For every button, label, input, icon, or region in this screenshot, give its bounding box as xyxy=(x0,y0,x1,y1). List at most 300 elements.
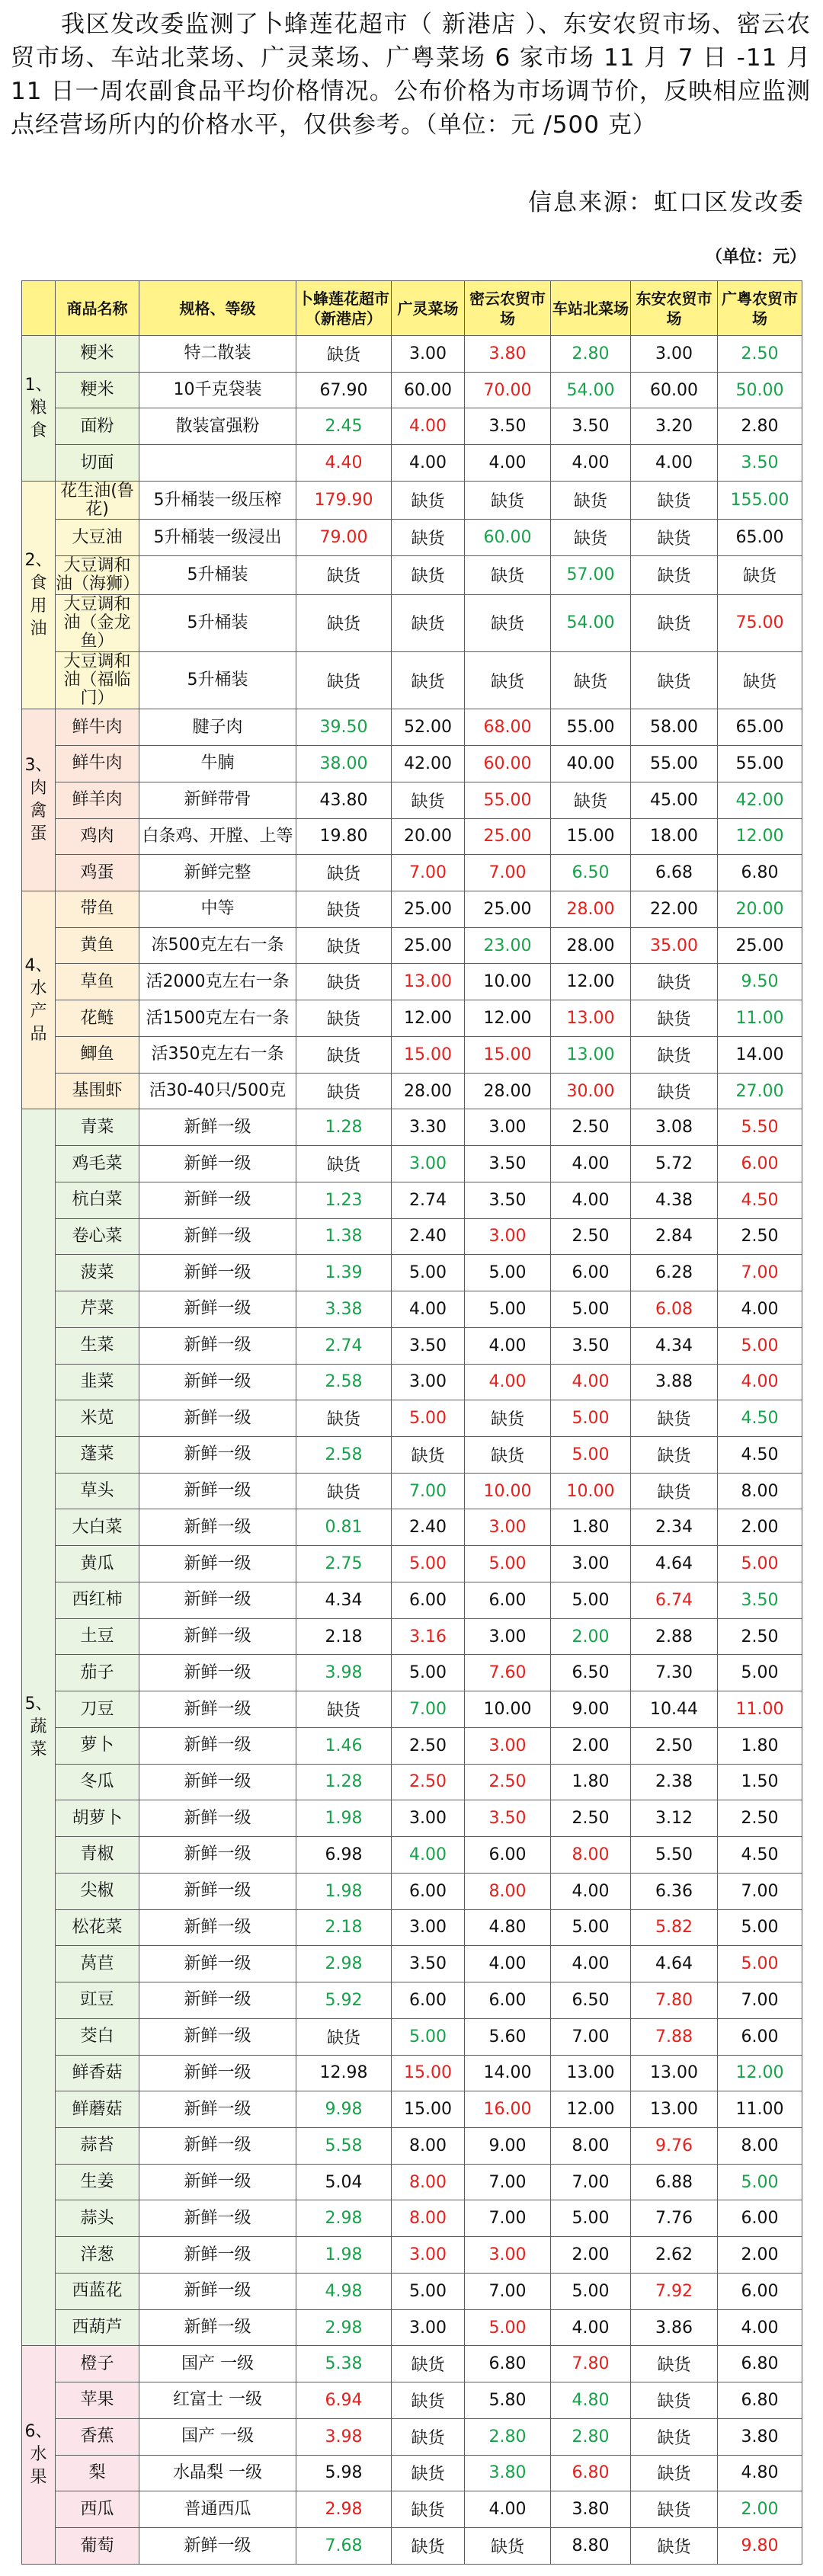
item-name: 尖椒 xyxy=(56,1873,139,1909)
price-cell: 4.40 xyxy=(296,445,392,482)
price-cell: 42.00 xyxy=(718,782,802,818)
item-spec: 新鲜一级 xyxy=(139,2018,296,2055)
price-cell: 2.50 xyxy=(551,1218,631,1255)
table-row xyxy=(22,1364,802,1400)
item-name: 带鱼 xyxy=(56,891,139,928)
price-cell: 5.38 xyxy=(296,2346,392,2382)
item-name: 鸡肉 xyxy=(56,818,139,855)
table-row xyxy=(22,1509,802,1546)
price-table xyxy=(21,280,802,2565)
item-name: 大豆调和油（金龙鱼） xyxy=(56,594,139,651)
table-body xyxy=(22,336,802,2565)
price-cell: 3.50 xyxy=(551,1327,631,1364)
price-cell: 25.00 xyxy=(718,927,802,964)
item-name: 冬瓜 xyxy=(56,1764,139,1800)
price-cell: 15.00 xyxy=(392,1036,465,1073)
price-cell: 3.50 xyxy=(718,1582,802,1618)
table-row xyxy=(22,1327,802,1364)
item-spec: 新鲜一级 xyxy=(139,1327,296,1364)
price-cell: 2.50 xyxy=(718,1618,802,1655)
price-cell: 4.50 xyxy=(718,1837,802,1874)
price-cell: 3.00 xyxy=(392,336,465,373)
item-spec: 国产 一级 xyxy=(139,2418,296,2455)
price-cell: 缺货 xyxy=(392,2528,465,2565)
item-spec: 新鲜一级 xyxy=(139,1582,296,1618)
price-cell: 28.00 xyxy=(551,891,631,928)
price-cell: 2.00 xyxy=(718,2237,802,2274)
price-cell: 缺货 xyxy=(392,2418,465,2455)
price-cell: 5.00 xyxy=(718,1327,802,1364)
price-cell: 4.00 xyxy=(551,1364,631,1400)
unit-note: （单位：元） xyxy=(705,248,806,267)
item-spec: 5升桶装一级压榨 xyxy=(139,481,296,520)
table-row xyxy=(22,1691,802,1728)
table-row xyxy=(22,1400,802,1437)
item-name: 橙子 xyxy=(56,2346,139,2382)
price-cell: 12.00 xyxy=(465,1000,551,1037)
price-cell: 8.00 xyxy=(718,2127,802,2164)
price-cell: 缺货 xyxy=(296,556,392,595)
price-cell: 13.00 xyxy=(631,2055,718,2091)
price-cell: 2.50 xyxy=(392,1727,465,1764)
price-cell: 4.00 xyxy=(392,445,465,482)
item-name: 蒜头 xyxy=(56,2200,139,2237)
price-cell: 55.00 xyxy=(631,746,718,782)
category-label: 5、蔬菜 xyxy=(22,1109,56,2346)
item-spec: 新鲜一级 xyxy=(139,2200,296,2237)
price-cell: 4.00 xyxy=(718,1364,802,1400)
item-name: 大豆调和油（海狮） xyxy=(56,555,140,594)
header-spec: 规格、等级 xyxy=(139,281,296,336)
table-row xyxy=(22,2309,802,2346)
price-cell: 60.00 xyxy=(465,746,551,782)
price-cell: 6.74 xyxy=(631,1582,718,1618)
price-cell: 缺货 xyxy=(392,481,465,520)
price-cell: 6.00 xyxy=(718,1146,802,1182)
price-cell: 5.00 xyxy=(392,1546,465,1582)
price-cell: 缺货 xyxy=(392,652,465,709)
price-cell: 4.80 xyxy=(551,2382,631,2419)
price-cell: 缺货 xyxy=(465,1437,551,1474)
item-spec: 新鲜一级 xyxy=(139,1364,296,1400)
table-row xyxy=(22,2164,802,2200)
price-cell: 55.00 xyxy=(551,709,631,746)
price-cell: 1.80 xyxy=(551,1764,631,1800)
item-name: 胡萝卜 xyxy=(56,1800,139,1837)
price-cell: 缺货 xyxy=(551,652,631,709)
price-cell: 7.00 xyxy=(551,2164,631,2200)
price-cell: 13.00 xyxy=(551,1000,631,1037)
price-cell: 3.00 xyxy=(392,1800,465,1837)
item-spec: 新鲜一级 xyxy=(139,1727,296,1764)
item-spec: 牛腩 xyxy=(139,746,296,782)
item-name: 洋葱 xyxy=(56,2237,139,2274)
item-name: 鸡毛菜 xyxy=(56,1146,139,1182)
price-cell: 5.00 xyxy=(465,1546,551,1582)
price-cell: 13.00 xyxy=(631,2091,718,2128)
price-cell: 1.98 xyxy=(296,2237,392,2274)
price-cell: 7.00 xyxy=(465,2200,551,2237)
item-spec: 中等 xyxy=(139,891,296,928)
header-market-miyun: 密云农贸市场 xyxy=(465,281,551,336)
price-cell: 3.50 xyxy=(465,1800,551,1837)
price-cell: 2.98 xyxy=(296,1946,392,1982)
price-cell: 13.00 xyxy=(551,1036,631,1073)
item-spec: 白条鸡、开膛、上等 xyxy=(139,818,296,855)
price-cell: 4.00 xyxy=(392,1837,465,1874)
price-cell: 10.00 xyxy=(551,1473,631,1509)
price-cell: 9.98 xyxy=(296,2091,392,2128)
table-row xyxy=(22,2091,802,2128)
price-cell: 155.00 xyxy=(718,481,802,520)
price-cell: 1.98 xyxy=(296,1873,392,1909)
price-cell: 8.00 xyxy=(392,2127,465,2164)
price-cell: 3.50 xyxy=(718,445,802,482)
price-cell: 6.50 xyxy=(551,1655,631,1691)
price-cell: 缺货 xyxy=(296,336,392,373)
price-cell: 28.00 xyxy=(465,1073,551,1109)
table-row xyxy=(22,927,802,964)
table-row xyxy=(22,709,802,746)
price-cell: 11.00 xyxy=(718,1000,802,1037)
item-spec: 5升桶装 xyxy=(139,556,296,595)
table-row xyxy=(22,2200,802,2237)
price-cell: 4.34 xyxy=(296,1582,392,1618)
table-row xyxy=(22,1291,802,1328)
price-cell: 3.50 xyxy=(392,1946,465,1982)
price-cell: 8.80 xyxy=(551,2528,631,2565)
price-cell: 5.00 xyxy=(551,1437,631,1474)
price-cell: 缺货 xyxy=(631,2528,718,2565)
price-cell: 3.80 xyxy=(465,2455,551,2491)
price-cell: 39.50 xyxy=(296,709,392,746)
table-row xyxy=(22,1073,802,1109)
price-cell: 6.00 xyxy=(551,1255,631,1291)
price-cell: 40.00 xyxy=(551,746,631,782)
price-cell: 缺货 xyxy=(465,2528,551,2565)
price-cell: 5.00 xyxy=(718,1946,802,1982)
price-cell: 14.00 xyxy=(718,1036,802,1073)
table-row xyxy=(22,1655,802,1691)
price-cell: 4.00 xyxy=(465,1946,551,1982)
price-cell: 60.00 xyxy=(465,520,551,556)
item-name: 萝卜 xyxy=(56,1727,139,1764)
table-row xyxy=(22,2018,802,2055)
price-cell: 4.00 xyxy=(465,1364,551,1400)
price-cell: 缺货 xyxy=(296,927,392,964)
price-cell: 22.00 xyxy=(631,891,718,928)
item-name: 粳米 xyxy=(56,336,139,373)
price-cell: 缺货 xyxy=(631,594,718,651)
price-cell: 7.88 xyxy=(631,2018,718,2055)
price-cell: 缺货 xyxy=(465,1400,551,1437)
price-cell: 5.00 xyxy=(392,2273,465,2309)
price-cell: 2.75 xyxy=(296,1546,392,1582)
item-spec: 新鲜一级 xyxy=(139,1109,296,1146)
header-market-chezhanbei: 车站北菜场 xyxy=(551,281,631,336)
price-cell: 7.76 xyxy=(631,2200,718,2237)
price-cell: 缺货 xyxy=(631,1036,718,1073)
price-cell: 6.88 xyxy=(631,2164,718,2200)
item-name: 苹果 xyxy=(56,2382,139,2419)
item-spec: 新鲜一级 xyxy=(139,1509,296,1546)
table-row xyxy=(22,891,802,928)
price-cell: 70.00 xyxy=(465,372,551,408)
table-row xyxy=(22,964,802,1000)
price-cell: 12.00 xyxy=(551,2091,631,2128)
item-spec: 新鲜一级 xyxy=(139,2127,296,2164)
price-cell: 缺货 xyxy=(631,481,718,520)
item-name: 大白菜 xyxy=(56,1509,139,1546)
price-cell: 3.30 xyxy=(392,1109,465,1146)
price-cell: 179.90 xyxy=(296,481,392,520)
item-name: 杭白菜 xyxy=(56,1182,139,1218)
table-row xyxy=(22,2491,802,2528)
price-cell: 6.80 xyxy=(718,2346,802,2382)
price-cell: 3.88 xyxy=(631,1364,718,1400)
item-name: 草头 xyxy=(56,1473,139,1509)
price-cell: 3.00 xyxy=(392,2237,465,2274)
table-row xyxy=(22,1109,802,1146)
price-cell: 20.00 xyxy=(392,818,465,855)
item-spec: 新鲜一级 xyxy=(139,1837,296,1874)
item-name: 韭菜 xyxy=(56,1364,139,1400)
item-spec: 新鲜一级 xyxy=(139,1182,296,1218)
price-cell: 4.00 xyxy=(392,408,465,445)
price-cell: 35.00 xyxy=(631,927,718,964)
price-cell: 15.00 xyxy=(465,1036,551,1073)
price-cell: 12.00 xyxy=(718,2055,802,2091)
item-name: 面粉 xyxy=(56,408,139,445)
item-name: 菠菜 xyxy=(56,1255,139,1291)
price-cell: 5.80 xyxy=(465,2382,551,2419)
price-cell: 4.00 xyxy=(551,445,631,482)
table-row xyxy=(22,520,802,556)
item-spec: 普通西瓜 xyxy=(139,2491,296,2528)
price-cell: 5.00 xyxy=(392,2018,465,2055)
item-spec: 国产 一级 xyxy=(139,2346,296,2382)
intro-paragraph: 我区发改委监测了卜蜂莲花超市（ 新港店 ）、东安农贸市场、密云农贸市场、车站北菜场、广灵菜场、广粤菜场 6 家市场 11 月 7 日 -11 月 11 日一周农副食品平均价格情况。公布价格为市场调节价，反映相应监测点经营场所内的价格水平，仅供参考。（单位：元 /500 克） xyxy=(11,11,811,139)
price-cell: 6.36 xyxy=(631,1873,718,1909)
item-name: 生姜 xyxy=(56,2164,139,2200)
item-name: 卷心菜 xyxy=(56,1218,139,1255)
price-cell: 2.58 xyxy=(296,1364,392,1400)
item-spec: 新鲜一级 xyxy=(139,1691,296,1728)
price-cell: 3.00 xyxy=(465,1509,551,1546)
price-cell: 5.00 xyxy=(718,2164,802,2200)
item-spec: 水晶梨 一级 xyxy=(139,2455,296,2491)
table-row xyxy=(22,594,802,651)
price-cell: 9.00 xyxy=(465,2127,551,2164)
price-cell: 6.28 xyxy=(631,1255,718,1291)
price-cell: 8.00 xyxy=(392,2200,465,2237)
price-cell: 67.90 xyxy=(296,372,392,408)
header-market-dongan: 东安农贸市场 xyxy=(631,281,718,336)
price-cell: 3.00 xyxy=(465,1727,551,1764)
item-name: 生菜 xyxy=(56,1327,139,1364)
price-cell: 5.00 xyxy=(551,1582,631,1618)
price-cell: 3.50 xyxy=(392,1327,465,1364)
price-cell: 6.00 xyxy=(465,1837,551,1874)
price-cell: 12.00 xyxy=(551,964,631,1000)
item-name: 大豆调和油（福临门） xyxy=(56,652,139,709)
price-cell: 2.58 xyxy=(296,1437,392,1474)
table-row xyxy=(22,1000,802,1037)
price-cell: 1.28 xyxy=(296,1764,392,1800)
header-market-guangling: 广灵菜场 xyxy=(392,281,465,336)
price-cell: 5.82 xyxy=(631,1909,718,1946)
table-row xyxy=(22,782,802,818)
price-cell: 1.98 xyxy=(296,1800,392,1837)
item-name: 香蕉 xyxy=(56,2418,139,2455)
price-cell: 缺货 xyxy=(631,2346,718,2382)
item-name: 蒜苔 xyxy=(56,2127,139,2164)
item-spec: 新鲜一级 xyxy=(139,2091,296,2128)
price-cell: 2.50 xyxy=(551,1109,631,1146)
item-spec: 5升桶装 xyxy=(139,594,296,651)
item-spec: 新鲜一级 xyxy=(139,1400,296,1437)
price-cell: 2.80 xyxy=(465,2418,551,2455)
price-cell: 60.00 xyxy=(631,372,718,408)
table-row xyxy=(22,1800,802,1837)
item-spec: 新鲜一级 xyxy=(139,1255,296,1291)
item-name: 松花菜 xyxy=(56,1909,139,1946)
price-cell: 缺货 xyxy=(392,2491,465,2528)
item-spec: 新鲜一级 xyxy=(139,1473,296,1509)
item-name: 花生油(鲁花) xyxy=(56,481,139,520)
price-cell: 4.00 xyxy=(631,445,718,482)
price-cell: 缺货 xyxy=(296,1073,392,1109)
price-cell: 4.00 xyxy=(392,1291,465,1328)
item-spec: 新鲜一级 xyxy=(139,1146,296,1182)
price-cell: 19.80 xyxy=(296,818,392,855)
price-cell: 5.00 xyxy=(551,1400,631,1437)
item-spec: 新鲜一级 xyxy=(139,1873,296,1909)
item-name: 豇豆 xyxy=(56,1982,139,2019)
price-cell: 7.60 xyxy=(465,1655,551,1691)
price-cell: 16.00 xyxy=(465,2091,551,2128)
price-cell: 缺货 xyxy=(631,1000,718,1037)
price-cell: 3.00 xyxy=(392,2309,465,2346)
item-name: 青菜 xyxy=(56,1109,139,1146)
item-spec: 新鲜一级 xyxy=(139,2309,296,2346)
price-cell: 缺货 xyxy=(296,1691,392,1728)
price-cell: 2.00 xyxy=(551,1618,631,1655)
item-name: 米苋 xyxy=(56,1400,139,1437)
price-cell: 25.00 xyxy=(392,891,465,928)
category-label: 4、水产品 xyxy=(22,891,56,1109)
price-cell: 57.00 xyxy=(551,556,631,595)
item-spec: 新鲜一级 xyxy=(139,1546,296,1582)
price-cell: 50.00 xyxy=(718,372,802,408)
price-cell: 1.80 xyxy=(551,1509,631,1546)
item-name: 梨 xyxy=(56,2455,139,2491)
price-cell: 缺货 xyxy=(296,652,392,709)
table-row xyxy=(22,2127,802,2164)
price-cell: 6.50 xyxy=(551,855,631,891)
price-cell: 5.00 xyxy=(551,2273,631,2309)
price-cell: 缺货 xyxy=(296,1473,392,1509)
item-spec: 红富士 一级 xyxy=(139,2382,296,2419)
price-cell: 3.00 xyxy=(465,1218,551,1255)
item-name: 鲜蘑菇 xyxy=(56,2091,139,2128)
item-spec: 新鲜一级 xyxy=(139,1437,296,1474)
header-market-guangyue: 广粤农贸市场 xyxy=(718,281,802,336)
price-cell: 6.00 xyxy=(465,1582,551,1618)
price-cell: 1.28 xyxy=(296,1109,392,1146)
price-cell: 缺货 xyxy=(296,594,392,651)
price-cell: 4.38 xyxy=(631,1182,718,1218)
table-row xyxy=(22,1218,802,1255)
price-cell: 2.50 xyxy=(718,1218,802,1255)
item-name: 黄鱼 xyxy=(56,927,139,964)
price-cell: 缺货 xyxy=(465,481,551,520)
price-cell: 2.34 xyxy=(631,1509,718,1546)
price-cell: 4.00 xyxy=(551,1182,631,1218)
price-cell: 3.98 xyxy=(296,2418,392,2455)
price-cell: 4.00 xyxy=(465,445,551,482)
table-row xyxy=(22,2418,802,2455)
category-label: 1、粮食 xyxy=(22,336,56,482)
item-spec: 新鲜一级 xyxy=(139,2055,296,2091)
table-row xyxy=(22,1618,802,1655)
item-name: 鲜香菇 xyxy=(56,2055,139,2091)
price-cell: 缺货 xyxy=(296,964,392,1000)
table-row xyxy=(22,1437,802,1474)
price-cell: 5.92 xyxy=(296,1982,392,2019)
price-cell: 2.74 xyxy=(296,1327,392,1364)
price-cell: 缺货 xyxy=(392,556,465,595)
item-name: 粳米 xyxy=(56,372,139,408)
item-name: 切面 xyxy=(56,445,139,482)
price-cell: 4.00 xyxy=(465,1327,551,1364)
price-cell: 7.80 xyxy=(631,1982,718,2019)
price-cell: 27.00 xyxy=(718,1073,802,1109)
price-cell: 28.00 xyxy=(551,927,631,964)
price-cell: 缺货 xyxy=(392,594,465,651)
price-cell: 14.00 xyxy=(465,2055,551,2091)
price-cell: 4.00 xyxy=(551,1873,631,1909)
price-cell: 0.81 xyxy=(296,1509,392,1546)
price-cell: 7.00 xyxy=(718,1982,802,2019)
table-row xyxy=(22,2528,802,2565)
price-cell: 11.00 xyxy=(718,1691,802,1728)
item-spec: 散装富强粉 xyxy=(139,408,296,445)
price-cell: 6.80 xyxy=(718,855,802,891)
price-cell: 8.00 xyxy=(551,1837,631,1874)
price-cell: 5.50 xyxy=(718,1109,802,1146)
price-cell: 4.64 xyxy=(631,1546,718,1582)
price-cell: 5.04 xyxy=(296,2164,392,2200)
price-cell: 12.00 xyxy=(718,818,802,855)
price-cell: 23.00 xyxy=(465,927,551,964)
table-row xyxy=(22,1582,802,1618)
price-cell: 2.40 xyxy=(392,1218,465,1255)
table-row xyxy=(22,746,802,782)
price-cell: 7.00 xyxy=(465,855,551,891)
price-cell: 5.00 xyxy=(392,1655,465,1691)
price-cell: 5.00 xyxy=(718,1546,802,1582)
item-spec: 10千克袋装 xyxy=(139,372,296,408)
item-spec: 活1500克左右一条 xyxy=(139,1000,296,1037)
price-cell: 缺货 xyxy=(631,1473,718,1509)
item-name: 基围虾 xyxy=(56,1073,139,1109)
price-cell: 2.18 xyxy=(296,1618,392,1655)
item-name: 刀豆 xyxy=(56,1691,139,1728)
price-cell: 65.00 xyxy=(718,709,802,746)
price-cell: 3.00 xyxy=(465,1618,551,1655)
table-row xyxy=(22,336,802,373)
